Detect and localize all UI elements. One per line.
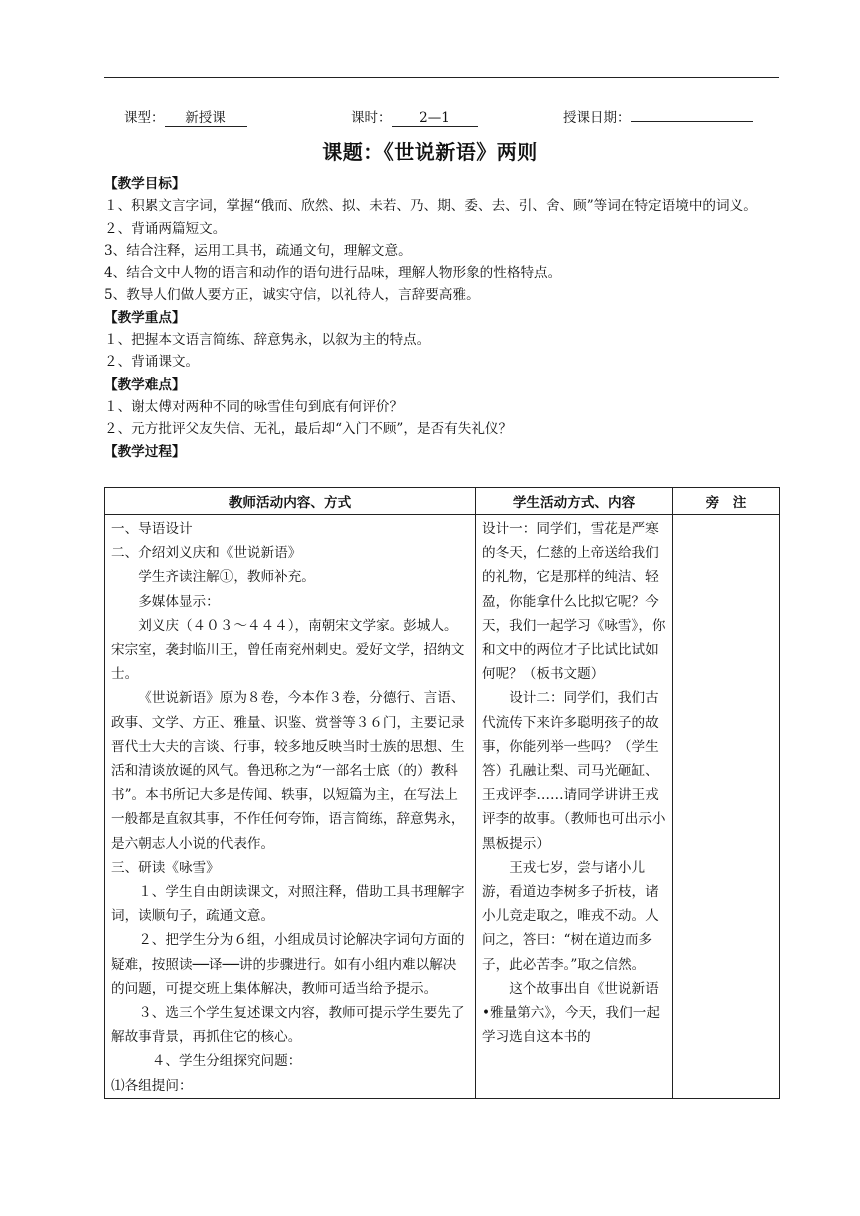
teacher-line: 二、介绍刘义庆和《世说新语》: [111, 545, 302, 562]
key-point-item: １、把握本文语言简练、辞意隽永，以叙为主的特点。: [104, 332, 431, 349]
objective-item: 3、结合注释，运用工具书，疏通文句，理解文意。: [104, 242, 412, 259]
lesson-plan-body: [104, 173, 782, 463]
column-header-student: 学生活动方式、内容: [476, 488, 673, 515]
teacher-line: 刘义庆（４０３～４４４），南朝宋文学家。彭城人。宋宗室，袭封临川王，曾任南兖州刺史。爱好文学，招纳文士。: [111, 617, 465, 683]
teacher-line: 《世说新语》原为８卷，今本作３卷，分德行、言语、政事、文学、方正、雅量、识鉴、赏誉等３６门，主要记录晋代士大夫的言谈、行事，较多地反映当时士族的思想、生活和清谈放诞的风气。鲁迅称之为“一部名士底（的）教科书”。本书所记大多是传闻、轶事，以短篇为主，在写法上一般都是直叙其事，不作任何夸饰，语言简练，辞意隽永，是六朝志人小说的代表作。: [111, 690, 465, 852]
lesson-hours-label: 课时：: [351, 110, 392, 126]
teacher-line: ３、选三个学生复述课文内容，教师可提示学生要先了解故事背景，再抓住它的核心。: [111, 1005, 465, 1046]
process-table-row: [105, 515, 780, 1099]
teacher-line: 学生齐读注解①，教师补充。: [138, 569, 315, 586]
lesson-hours: [351, 106, 478, 127]
difficulty-item: ２、元方批评父友失信、无礼，最后却“入门不顾”，是否有失礼仪？: [104, 421, 513, 438]
teacher-line: ⑴各组提问：: [111, 1077, 193, 1094]
student-line: 王戎七岁，尝与诸小儿游，看道边李树多子折枝，诸小儿竞走取之，唯戎不动。人问之，答曰：“树在道边而多子，此必苦李。”取之信然。: [482, 859, 659, 973]
key-points-heading: 【教学重点】: [104, 309, 186, 326]
student-line: 这个故事出自《世说新语•雅量第六》，今天，我们一起学习选自这本书的: [482, 980, 660, 1046]
objectives-heading: 【教学目标】: [104, 176, 186, 192]
student-line: 设计一：同学们，雪花是严寒的冬天，仁慈的上帝送给我们的礼物，它是那样的纯洁、轻盈，你能拿什么比拟它呢？今天，我们一起学习《咏雪》，你和文中的两位才子比试比试如何呢？（板书文题）: [482, 521, 666, 683]
objective-item: 5、教导人们做人要方正，诚实守信，以礼待人，言辞要高雅。: [104, 287, 480, 304]
teacher-line: 三、研读《咏雪》: [111, 859, 220, 876]
teacher-line: 一、导语设计: [111, 521, 193, 537]
difficulty-item: １、谢太傅对两种不同的咏雪佳句到底有何评价？: [104, 398, 404, 415]
teacher-line: 多媒体显示：: [138, 593, 220, 610]
objective-item: １、积累文言字词，掌握“俄而、欣然、拟、未若、乃、期、委、去、引、舍、顾”等词在特定语境中的词义。: [104, 198, 757, 215]
student-activity-cell: [476, 515, 673, 1099]
header-rule: [104, 77, 779, 78]
objective-item: ２、背诵两篇短文。: [104, 220, 227, 237]
column-header-notes: 旁 注: [673, 488, 780, 515]
teacher-activity-cell: [105, 515, 476, 1099]
teacher-line: ４、学生分组探究问题：: [151, 1053, 302, 1070]
key-point-item: ２、背诵课文。: [104, 354, 200, 371]
lesson-date-value: [631, 121, 753, 122]
notes-cell: [673, 515, 780, 1099]
difficulties-heading: 【教学难点】: [104, 376, 186, 393]
lesson-type: [124, 106, 247, 127]
column-header-teacher: 教师活动内容、方式: [105, 488, 476, 515]
teacher-line: ２、把学生分为６组，小组成员讨论解决字词句方面的疑难，按照读──译──讲的步骤进行。如有小组内难以解决的问题，可提交班上集体解决，教师可适当给予提示。: [111, 932, 465, 997]
lesson-date-label: 授课日期：: [563, 110, 631, 126]
process-table: [104, 487, 780, 1099]
lesson-type-value: 新授课: [165, 110, 247, 127]
teacher-line: １、学生自由朗读课文，对照注释，借助工具书理解字词，读顺句子，疏通文意。: [111, 884, 465, 925]
process-heading: 【教学过程】: [104, 443, 186, 460]
student-line: 设计二：同学们，我们古代流传下来许多聪明孩子的故事，你能列举一些吗？（学生答）孔融让梨、司马光砸缸、王戎评李……请同学讲讲王戎评李的故事。（教师也可出示小黑板提示）: [482, 690, 666, 852]
objective-item: 4、结合文中人物的语言和动作的语句进行品味，理解人物形象的性格特点。: [104, 265, 562, 282]
process-table-header: [105, 488, 780, 515]
page-title: 课题：《世说新语》两则: [322, 140, 538, 164]
lesson-date: [563, 106, 753, 126]
lesson-hours-value: 2—1: [392, 110, 478, 127]
lesson-type-label: 课型：: [124, 110, 165, 126]
